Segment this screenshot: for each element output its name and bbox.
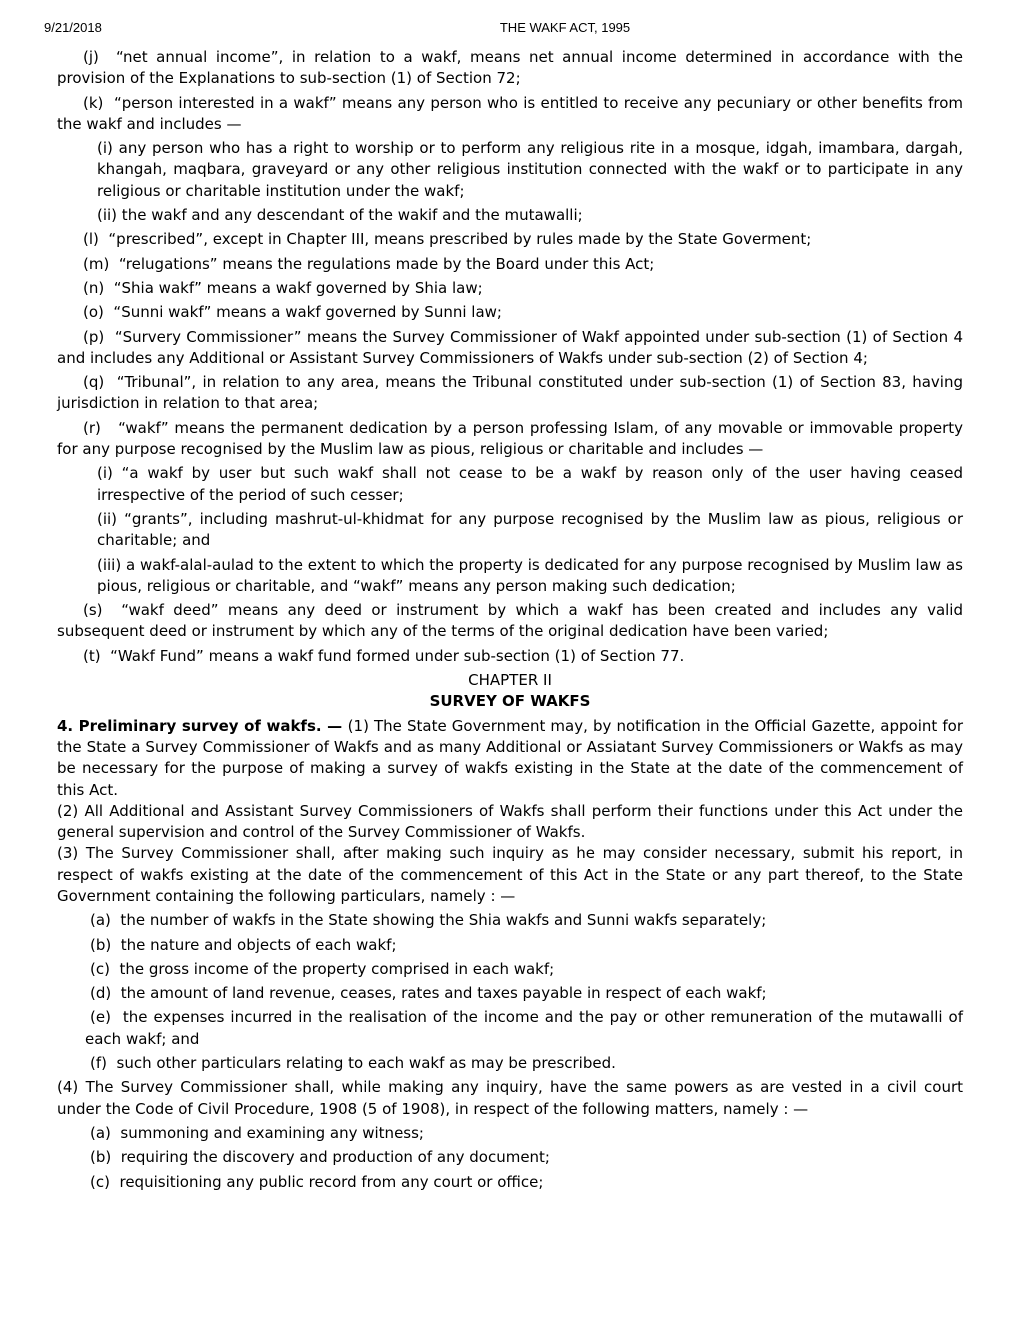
- clause-r-iii: (iii) a wakf-alal-aulad to the extent to which the property is dedicated for any purpose recognised by Muslim law as pious, religious or charitable, and “wakf” means any person making such dedication;: [97, 555, 963, 595]
- definition-m: (m) “relugations” means the regulations made by the Board under this Act;: [83, 254, 655, 273]
- definition-p: (p) “Survery Commissioner” means the Survey Commissioner of Wakf appointed under sub-section (1) of Section 4 and includes any Additional or Assistant Survey Commissioners of Wakfs under sub-section (2) of Section 4;: [57, 327, 963, 367]
- item-3-c: (c) the gross income of the property comprised in each wakf;: [90, 959, 555, 978]
- item-4-b: (b) requiring the discovery and production of any document;: [90, 1148, 550, 1167]
- clause-r-i: (i) “a wakf by user but such wakf shall not cease to be a wakf by reason only of the user having ceased irrespective of the period of such cesser;: [97, 464, 963, 504]
- print-date: 9/21/2018: [44, 20, 102, 35]
- section-4-sub-4: (4) The Survey Commissioner shall, while making any inquiry, have the same powers as are vested in a civil court under the Code of Civil Procedure, 1908 (5 of 1908), in respect of the following matters, namely : —: [57, 1078, 963, 1118]
- item-3-e: (e) the expenses incurred in the realisation of the income and the pay or other remuneration of the mutawalli of each wakf; and: [85, 1008, 963, 1048]
- section-4-sub-1-lead: 4. Preliminary survey of wakfs. —: [57, 716, 348, 735]
- document-title: THE WAKF ACT, 1995: [499, 20, 631, 35]
- item-4-a: (a) summoning and examining any witness;: [90, 1123, 424, 1142]
- chapter-heading: CHAPTER II: [468, 671, 552, 690]
- document-body: [57, 47, 963, 1193]
- definition-n: (n) “Shia wakf” means a wakf governed by Shia law;: [83, 278, 483, 297]
- clause-k-ii: (ii) the wakf and any descendant of the wakif and the mutawalli;: [97, 206, 583, 225]
- section-4-sub-1: 4. Preliminary survey of wakfs. — (1) The State Government may, by notification in the Official Gazette, appoint for the State a Survey Commissioner of Wakfs and as many Additional or Assiatant Survey Commissioners or Wakfs as may be necessary for the purpose of making a survey of wakfs existing in the State at the date of the commencement of this Act.: [57, 716, 963, 799]
- clause-k-i: (i) any person who has a right to worship or to perform any religious rite in a mosque, idgah, imambara, dargah, khangah, maqbara, graveyard or any other religious institution connected with the wakf or to participate in any religious or charitable institution under the wakf;: [97, 139, 963, 200]
- definition-o: (o) “Sunni wakf” means a wakf governed by Sunni law;: [83, 303, 502, 322]
- item-4-c: (c) requisitioning any public record from any court or office;: [90, 1172, 544, 1191]
- definition-s: (s) “wakf deed” means any deed or instrument by which a wakf has been created and includes any valid subsequent deed or instrument by which any of the terms of the original dedication have been varied;: [57, 601, 963, 641]
- page-header: [0, 0, 1020, 42]
- item-3-d: (d) the amount of land revenue, ceases, rates and taxes payable in respect of each wakf;: [90, 984, 767, 1003]
- item-3-a: (a) the number of wakfs in the State showing the Shia wakfs and Sunni wakfs separately;: [90, 911, 767, 930]
- definition-q: (q) “Tribunal”, in relation to any area, means the Tribunal constituted under sub-section (1) of Section 83, having jurisdiction in relation to that area;: [57, 373, 963, 413]
- definition-r: (r) “wakf” means the permanent dedication by a person professing Islam, of any movable or immovable property for any purpose recognised by the Muslim law as pious, religious or charitable and includes —: [57, 418, 963, 459]
- item-3-f: (f) such other particulars relating to each wakf as may be prescribed.: [90, 1054, 616, 1073]
- definition-k: (k) “person interested in a wakf” means any person who is entitled to receive any pecuniary or other benefits from the wakf and includes —: [57, 93, 963, 133]
- definition-j: (j) “net annual income”, in relation to a wakf, means net annual income determined in accordance with the provision of the Explanations to sub-section (1) of Section 72;: [57, 48, 963, 88]
- item-3-b: (b) the nature and objects of each wakf;: [90, 935, 397, 954]
- definition-t: (t) “Wakf Fund” means a wakf fund formed under sub-section (1) of Section 77.: [83, 646, 685, 665]
- section-4-sub-3: (3) The Survey Commissioner shall, after making such inquiry as he may consider necessary, submit his report, in respect of wakfs existing at the date of the commencement of this Act in the State or any part thereof, to the State Government containing the following particulars, namely : —: [57, 844, 963, 905]
- chapter-title: SURVEY OF WAKFS: [429, 692, 591, 711]
- section-4-sub-2: (2) All Additional and Assistant Survey Commissioners of Wakfs shall perform their functions under this Act under the general supervision and control of the Survey Commissioner of Wakfs.: [57, 801, 963, 842]
- definition-l: (l) “prescribed”, except in Chapter III, means prescribed by rules made by the State Goverment;: [83, 230, 812, 249]
- clause-r-ii: (ii) “grants”, including mashrut-ul-khidmat for any purpose recognised by the Muslim law as pious, religious or charitable; and: [97, 509, 963, 550]
